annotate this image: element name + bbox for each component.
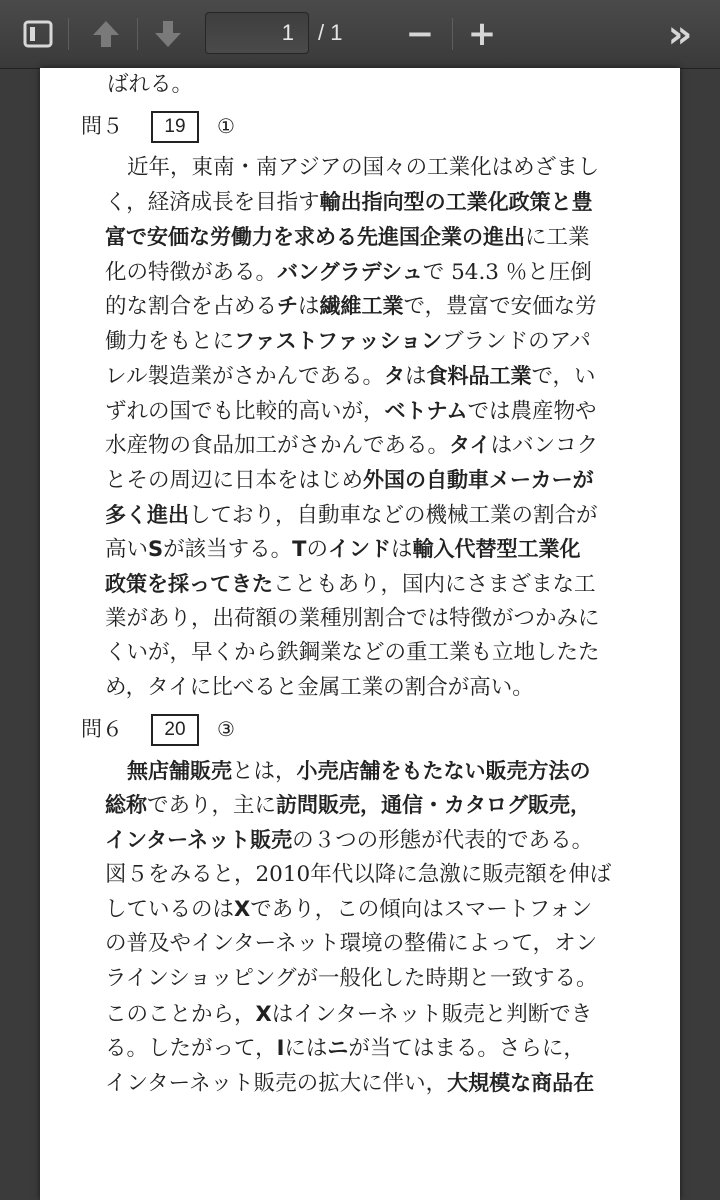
text-span: ブランドのアパ — [442, 329, 591, 355]
text-span: であり，主に — [147, 793, 277, 819]
question-label: 問６ — [81, 717, 123, 742]
text-line — [105, 359, 680, 394]
text-span: る。したがって， — [105, 1036, 277, 1062]
answer-choice: ③ — [217, 717, 235, 742]
text-line: ラインショッピングが一般化した時期と一致する。 — [105, 965, 598, 991]
text-line — [105, 463, 680, 498]
text-span: 化の特徴がある。 — [105, 259, 278, 285]
bold-span: X — [234, 897, 251, 922]
text-span: は — [404, 363, 427, 389]
text-line — [105, 997, 680, 1032]
text-line: くいが，早くから鉄鋼業などの重工業も立地したた — [105, 640, 600, 666]
text-span: で，豊富で安価な労 — [403, 294, 597, 320]
text-line: 図５をみると，2010年代以降に急激に販売額を伸ば — [105, 861, 612, 887]
sidebar-toggle-button[interactable] — [14, 12, 62, 56]
bold-span: 食料品工業 — [426, 363, 532, 388]
text-span: このことから， — [105, 1001, 256, 1027]
arrow-up-icon — [90, 18, 122, 50]
more-tools-button[interactable]: » — [667, 12, 693, 56]
bold-span: ベトナム — [384, 398, 468, 423]
bold-span: X — [255, 1001, 272, 1026]
text-line: め，タイに比べると金属工業の割合が高い。 — [105, 675, 534, 700]
text-span: は — [298, 294, 320, 320]
text-span: 的な割合を占める — [105, 294, 278, 320]
sidebar-toggle-icon — [23, 20, 53, 48]
text-line — [105, 788, 680, 823]
toolbar-divider — [68, 18, 69, 50]
text-line: ばれる。 — [107, 72, 194, 97]
text-span: とは， — [232, 758, 297, 784]
bold-span: タ — [383, 363, 405, 388]
text-span: く，経済成長を目指す — [105, 190, 320, 216]
bold-span: 外国の自動車メーカーが — [363, 467, 594, 492]
text-span: が当てはまる。さらに， — [348, 1036, 585, 1062]
bold-span: タイ — [449, 433, 491, 458]
toolbar-divider — [137, 18, 138, 50]
bold-span: Ⅰ — [276, 1036, 285, 1061]
text-line: 業があり，出荷額の業種別割合では特徴がつかみに — [105, 605, 600, 631]
text-line: 近年，東南・南アジアの国々の工業化はめざまし — [127, 154, 600, 180]
pdf-toolbar — [0, 0, 720, 69]
text-span: には — [284, 1036, 328, 1062]
bold-span: 総称 — [105, 793, 147, 818]
text-span: の — [306, 537, 328, 563]
pdf-page — [40, 68, 680, 1200]
bold-span: 多く進出 — [105, 502, 189, 527]
bold-span: 小売店舗をもたない販売方法の — [296, 758, 591, 783]
text-line — [105, 220, 680, 255]
bold-span: 繊維工業 — [319, 294, 404, 319]
text-span: とその周辺に日本をはじめ — [105, 467, 364, 493]
answer-box-number: 19 — [151, 111, 199, 143]
text-span: では農産物や — [467, 398, 597, 424]
bold-span: 政策を採ってきた — [105, 571, 273, 596]
toolbar-divider — [452, 18, 453, 50]
page-total-label: / 1 — [318, 20, 343, 45]
text-span: であり，この傾向はスマートフォン — [250, 897, 593, 923]
text-span: が該当する。 — [163, 537, 293, 563]
zoom-out-button[interactable]: − — [405, 14, 435, 54]
text-span: の３つの形態が代表的である。 — [292, 828, 594, 854]
answer-choice: ① — [217, 114, 235, 139]
text-span: は — [391, 537, 413, 563]
text-span: しているのは — [105, 897, 235, 923]
bold-span: 輸出指向型の工業化政策と豊 — [319, 190, 593, 215]
text-line — [105, 567, 680, 602]
text-span: こともあり，国内にさまざまな工 — [273, 571, 596, 597]
bold-span: 輸入代替型工業化 — [412, 537, 581, 562]
text-line — [105, 498, 680, 533]
text-span: 働力をもとに — [105, 329, 235, 355]
text-line — [105, 754, 680, 789]
bold-span: 無店舗販売 — [127, 758, 232, 783]
text-line — [105, 185, 680, 220]
text-line — [105, 394, 680, 429]
bold-span: S — [148, 537, 164, 562]
text-line — [105, 255, 680, 290]
text-span: で 54.3 ％と圧倒 — [422, 259, 592, 285]
text-line — [105, 823, 680, 858]
text-span: で，い — [531, 363, 596, 389]
bold-span: T — [292, 537, 307, 562]
text-span: ずれの国でも比較的高いが， — [105, 398, 385, 424]
text-line — [105, 532, 680, 567]
answer-box-number: 20 — [151, 714, 199, 746]
bold-span: 富で安価な労働力を求める先進国企業の進出 — [105, 225, 525, 250]
bold-span: インターネット販売 — [105, 828, 293, 853]
text-span: はバンコク — [490, 433, 599, 459]
text-span: はインターネット販売と判断でき — [271, 1001, 593, 1027]
question-label: 問５ — [81, 114, 123, 139]
bold-span: ニ — [327, 1036, 349, 1061]
bold-span: バングラデシュ — [277, 259, 423, 284]
text-line — [105, 324, 680, 359]
text-line — [105, 1031, 680, 1066]
text-line: の普及やインターネット環境の整備によって，オン — [105, 931, 598, 957]
text-line — [105, 428, 680, 463]
text-span: レル製造業がさかんである。 — [105, 363, 384, 389]
text-span: インターネット販売の拡大に伴い， — [105, 1070, 448, 1096]
bold-span: 訪問販売，通信・カタログ販売， — [276, 793, 592, 818]
text-line — [105, 289, 680, 324]
text-span: に工業 — [525, 225, 590, 251]
page-content — [81, 68, 680, 1101]
bold-span: チ — [277, 294, 299, 319]
bold-span: ファストファッション — [234, 329, 443, 354]
bold-span: インド — [328, 537, 391, 562]
next-page-button[interactable] — [144, 12, 192, 56]
text-line — [105, 892, 680, 927]
zoom-in-button[interactable]: + — [467, 14, 497, 54]
question-5-header — [81, 103, 680, 151]
text-span: しており，自動車などの機械工業の割合が — [189, 502, 598, 528]
text-span: 高い — [105, 537, 149, 563]
text-line — [105, 1066, 680, 1101]
previous-page-button[interactable] — [82, 12, 130, 56]
page-number-input[interactable] — [205, 12, 309, 54]
bold-span: 大規模な商品在 — [447, 1070, 595, 1095]
arrow-down-icon — [152, 18, 184, 50]
question-6-header — [81, 706, 680, 754]
text-span: 水産物の食品加工がさかんである。 — [105, 433, 450, 459]
